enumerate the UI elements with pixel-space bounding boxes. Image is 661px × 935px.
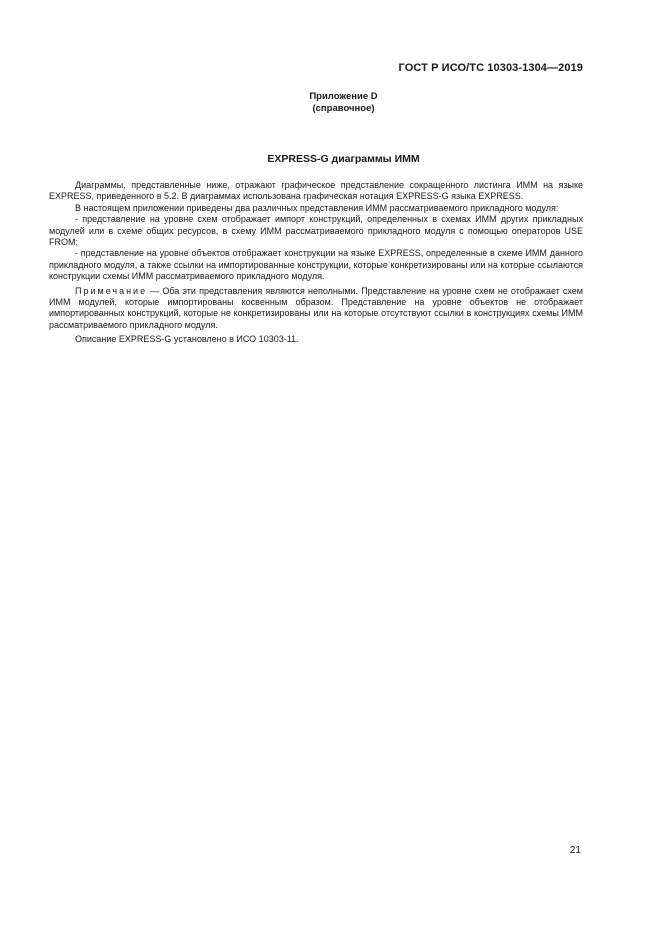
standard-code: ГОСТ Р ИСО/ТС 10303-1304—2019 [398, 62, 583, 74]
section-title: EXPRESS-G диаграммы ИММ [267, 153, 420, 165]
note-text: — Оба эти представления являются неполными. Представление на уровне схем не отображает схем ИММ модулей, которые импортированы косвенным образом. Представление на уровне объектов не отображает импортированных конструкций, которые не конкретизированы или на которые отсутствуют ссылки в конструкциях схемы ИММ рассматриваемого прикладного модуля. [49, 285, 583, 330]
note [49, 286, 583, 332]
list-item-schema-level: - представление на уровне схем отображает импорт конструкций, определенных в схемах ИММ других прикладных модулей или в схеме общих ресурсов, в схему ИММ рассматриваемого прикладного модуля с помощью операторов USE FROM; [49, 214, 583, 248]
body-text [49, 180, 583, 346]
note-label: Примечание [75, 285, 148, 296]
annex-subtitle: (справочное) [312, 103, 375, 114]
page-number: 21 [569, 845, 581, 856]
annex-title: Приложение D [309, 91, 378, 102]
list-item-entity-level: - представление на уровне объектов отображает конструкции на языке EXPRESS, определенные в схеме ИММ данного прикладного модуля, а также ссылки на импортированные конструкции, которые конкретизированы или на которые ссылаются конструкции схемы ИММ рассматриваемого прикладного модуля. [49, 248, 583, 282]
paragraph-express-g-reference: Описание EXPRESS-G установлено в ИСО 10303-11. [75, 334, 299, 345]
paragraph-intro: Диаграммы, представленные ниже, отражают графическое представление сокращенного листинга ИММ на языке EXPRESS, приведенного в 5.2. В диаграммах использована графическая нотация EXPRESS-G языка EXPRESS. [49, 180, 583, 202]
annex-heading [0, 91, 661, 115]
paragraph-representations: В настоящем приложении приведены два различных представления ИММ рассматриваемого прикладного модуля: [75, 202, 559, 213]
